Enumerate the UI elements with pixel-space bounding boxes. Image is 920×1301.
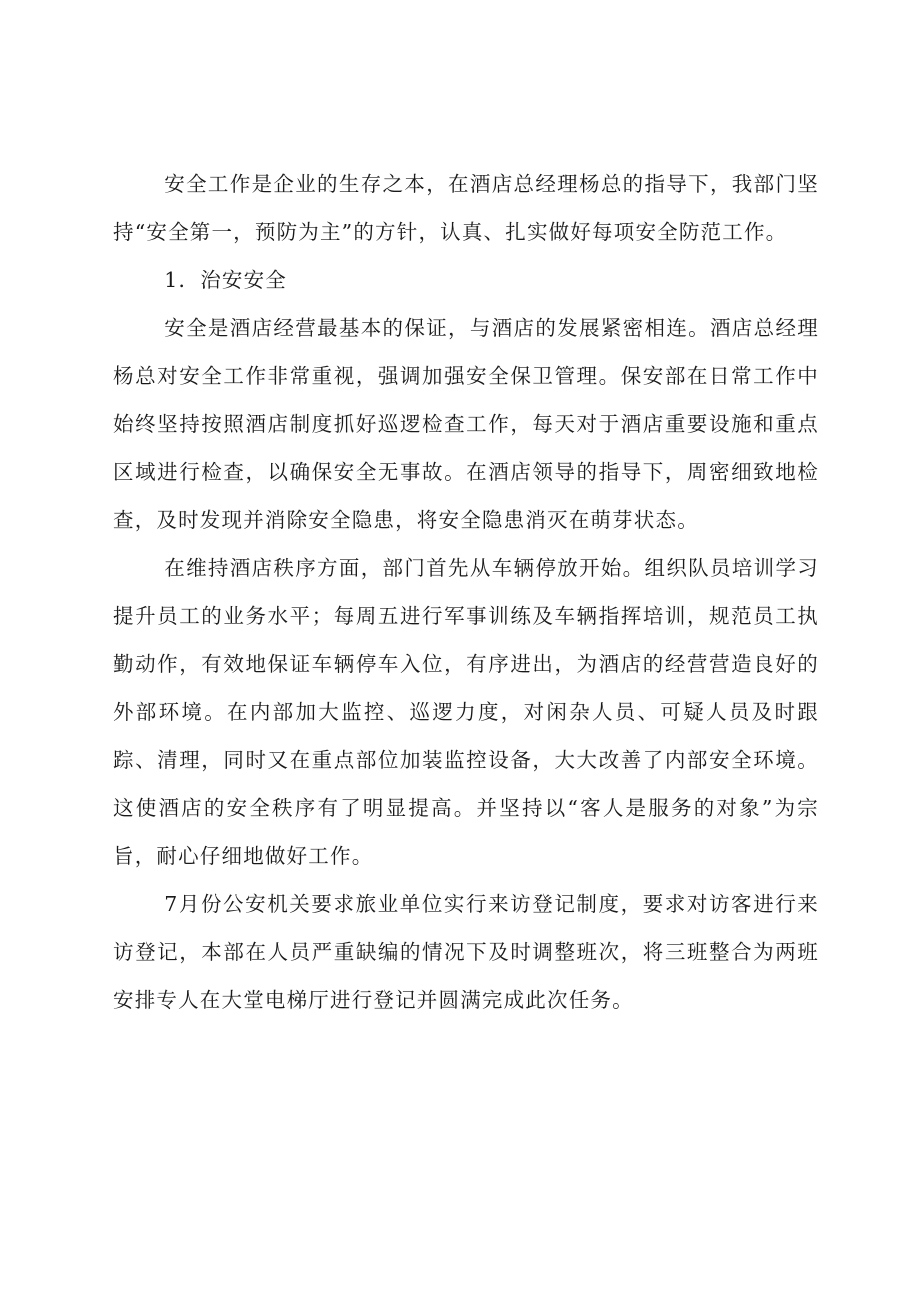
order-paragraph: 在维持酒店秩序方面，部门首先从车辆停放开始。组织队员培训学习提升员工的业务水平；每周五进行军事训练及车辆指挥培训，规范员工执勤动作，有效地保证车辆停车入位，有序进出，为酒店的经营营造良好的外部环境。在内部加大监控、巡逻力度，对闲杂人员、可疑人员及时跟踪、清理，同时又在重点部位加装监控设备，大大改善了内部安全环境。这使酒店的安全秩序有了明显提高。并坚持以“客人是服务的对象”为宗旨，耐心仔细地做好工作。	[113, 556, 819, 868]
intro-paragraph: 安全工作是企业的生存之本，在酒店总经理杨总的指导下，我部门坚持“安全第一，预防为主”的方针，认真、扎实做好每项安全防范工作。	[113, 172, 819, 244]
document-body	[113, 160, 819, 1024]
section-heading-public-security: 1．治安安全	[164, 268, 287, 292]
security-paragraph: 安全是酒店经营最基本的保证，与酒店的发展紧密相连。酒店总经理杨总对安全工作非常重视，强调加强安全保卫管理。保安部在日常工作中始终坚持按照酒店制度抓好巡逻检查工作，每天对于酒店重要设施和重点区域进行检查，以确保安全无事故。在酒店领导的指导下，周密细致地检查，及时发现并消除安全隐患，将安全隐患消灭在萌芽状态。	[113, 316, 819, 532]
visitor-registration-paragraph: 7月份公安机关要求旅业单位实行来访登记制度，要求对访客进行来访登记，本部在人员严重缺编的情况下及时调整班次，将三班整合为两班安排专人在大堂电梯厅进行登记并圆满完成此次任务。	[113, 892, 819, 1012]
